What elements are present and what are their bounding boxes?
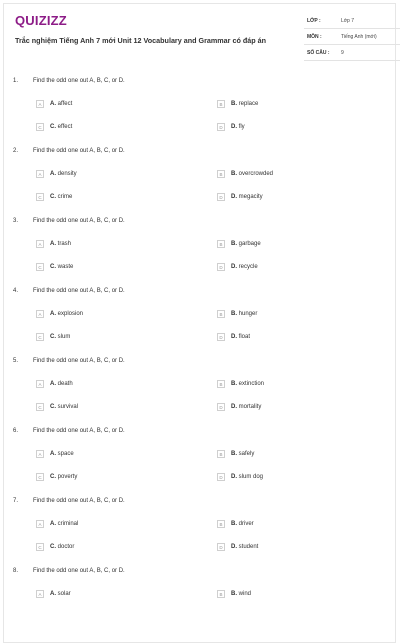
option-prefix: B.: [231, 241, 237, 247]
option-prefix: B.: [231, 451, 237, 457]
option-prefix: B.: [231, 171, 237, 177]
option-text: [50, 404, 78, 410]
question-text: Find the odd one out A, B, C, or D.: [33, 498, 125, 504]
option-value: float: [238, 334, 251, 340]
option-prefix: A.: [50, 521, 56, 527]
option-value: mortality: [238, 404, 262, 410]
option-prefix: C.: [50, 194, 56, 200]
option-letter-box: B: [217, 380, 225, 388]
option-text: [231, 101, 258, 107]
option-prefix: D.: [231, 334, 237, 340]
question-item: [0, 218, 400, 288]
question-number: 1.: [13, 78, 19, 84]
question-item: [0, 358, 400, 428]
option-value: student: [238, 544, 259, 550]
question-item: [0, 78, 400, 148]
question-text: Find the odd one out A, B, C, or D.: [33, 78, 125, 84]
option-letter-box: C: [36, 193, 44, 201]
option-value: slum dog: [238, 474, 264, 480]
option-letter-box: A: [36, 100, 44, 108]
option-text: [50, 124, 72, 130]
option-prefix: D.: [231, 404, 237, 410]
option-value: replace: [238, 101, 259, 107]
option-value: criminal: [57, 521, 79, 527]
option-letter-box: A: [36, 170, 44, 178]
option-letter-box: D: [217, 193, 225, 201]
meta-value: 9: [341, 50, 344, 56]
option-text: [50, 101, 72, 107]
meta-row-count: [304, 45, 400, 61]
option-text: [231, 474, 263, 480]
option-letter-box: C: [36, 123, 44, 131]
option-prefix: B.: [231, 591, 237, 597]
meta-value: Lớp 7: [341, 18, 355, 24]
question-number: 6.: [13, 428, 19, 434]
option-prefix: C.: [50, 124, 56, 130]
page-title: Trắc nghiệm Tiếng Anh 7 mới Unit 12 Vocabulary and Grammar có đáp án: [15, 36, 267, 45]
option-value: density: [57, 171, 77, 177]
option-letter-box: C: [36, 263, 44, 271]
question-text: Find the odd one out A, B, C, or D.: [33, 288, 125, 294]
option-text: [231, 241, 261, 247]
option-letter-box: B: [217, 100, 225, 108]
meta-label: LỚP :: [307, 18, 321, 24]
option-letter-box: B: [217, 450, 225, 458]
option-value: solar: [57, 591, 71, 597]
question-list: [0, 78, 400, 638]
option-value: recycle: [238, 264, 258, 270]
question-number: 8.: [13, 568, 19, 574]
option-value: wind: [238, 591, 252, 597]
question-number: 7.: [13, 498, 19, 504]
option-letter-box: B: [217, 170, 225, 178]
option-letter-box: B: [217, 590, 225, 598]
option-text: [50, 381, 73, 387]
option-text: [50, 451, 74, 457]
question-text: Find the odd one out A, B, C, or D.: [33, 428, 125, 434]
option-text: [231, 404, 261, 410]
worksheet-header: [15, 13, 385, 61]
option-text: [231, 521, 254, 527]
option-value: trash: [57, 241, 72, 247]
option-prefix: C.: [50, 474, 56, 480]
option-letter-box: C: [36, 543, 44, 551]
question-item: [0, 428, 400, 498]
meta-value: Tiếng Anh (mới): [341, 34, 377, 40]
option-prefix: C.: [50, 404, 56, 410]
option-text: [50, 474, 77, 480]
option-prefix: A.: [50, 241, 56, 247]
option-text: [50, 544, 74, 550]
option-value: garbage: [238, 241, 261, 247]
option-letter-box: B: [217, 520, 225, 528]
option-letter-box: A: [36, 380, 44, 388]
question-number: 4.: [13, 288, 19, 294]
option-value: driver: [238, 521, 254, 527]
option-value: megacity: [238, 194, 263, 200]
option-text: [231, 124, 245, 130]
option-prefix: A.: [50, 171, 56, 177]
question-text: Find the odd one out A, B, C, or D.: [33, 358, 125, 364]
quizizz-logo: QUIZIZZ: [15, 13, 67, 28]
option-prefix: D.: [231, 194, 237, 200]
option-text: [50, 171, 77, 177]
option-value: extinction: [238, 381, 265, 387]
question-number: 3.: [13, 218, 19, 224]
option-text: [231, 171, 273, 177]
option-value: space: [57, 451, 74, 457]
option-letter-box: D: [217, 403, 225, 411]
meta-row-class: [304, 13, 400, 29]
option-value: effect: [57, 124, 73, 130]
option-value: safely: [238, 451, 255, 457]
option-value: fly: [238, 124, 245, 130]
option-text: [231, 544, 258, 550]
option-value: slum: [57, 334, 71, 340]
question-number: 5.: [13, 358, 19, 364]
option-prefix: D.: [231, 264, 237, 270]
meta-table: [304, 13, 400, 61]
option-letter-box: D: [217, 473, 225, 481]
option-letter-box: D: [217, 123, 225, 131]
option-letter-box: A: [36, 450, 44, 458]
option-prefix: C.: [50, 544, 56, 550]
option-value: death: [57, 381, 73, 387]
meta-row-subject: [304, 29, 400, 45]
option-letter-box: C: [36, 403, 44, 411]
option-prefix: D.: [231, 124, 237, 130]
meta-label: MÔN :: [307, 34, 322, 40]
option-text: [231, 334, 250, 340]
option-prefix: B.: [231, 381, 237, 387]
question-text: Find the odd one out A, B, C, or D.: [33, 218, 125, 224]
option-text: [231, 381, 264, 387]
option-prefix: D.: [231, 474, 237, 480]
option-text: [231, 194, 263, 200]
question-item: [0, 288, 400, 358]
option-letter-box: A: [36, 590, 44, 598]
option-letter-box: C: [36, 333, 44, 341]
option-value: overcrowded: [238, 171, 274, 177]
question-text: Find the odd one out A, B, C, or D.: [33, 568, 125, 574]
option-value: explosion: [57, 311, 84, 317]
option-prefix: B.: [231, 311, 237, 317]
question-text: Find the odd one out A, B, C, or D.: [33, 148, 125, 154]
option-letter-box: B: [217, 310, 225, 318]
option-letter-box: A: [36, 310, 44, 318]
option-letter-box: D: [217, 263, 225, 271]
option-text: [231, 591, 251, 597]
question-item: [0, 148, 400, 218]
option-value: affect: [57, 101, 73, 107]
option-value: poverty: [57, 474, 78, 480]
option-letter-box: D: [217, 333, 225, 341]
option-letter-box: D: [217, 543, 225, 551]
meta-label: SỐ CÂU :: [307, 50, 330, 56]
option-prefix: A.: [50, 451, 56, 457]
option-text: [50, 194, 72, 200]
option-value: waste: [57, 264, 74, 270]
option-text: [50, 264, 73, 270]
option-letter-box: B: [217, 240, 225, 248]
option-letter-box: A: [36, 520, 44, 528]
option-letter-box: C: [36, 473, 44, 481]
option-text: [50, 591, 71, 597]
option-value: crime: [57, 194, 73, 200]
option-text: [50, 311, 83, 317]
option-letter-box: A: [36, 240, 44, 248]
option-text: [231, 264, 258, 270]
option-prefix: C.: [50, 334, 56, 340]
option-prefix: A.: [50, 311, 56, 317]
question-item: [0, 498, 400, 568]
option-text: [231, 451, 254, 457]
option-prefix: A.: [50, 591, 56, 597]
option-prefix: B.: [231, 101, 237, 107]
option-value: hunger: [238, 311, 258, 317]
option-value: survival: [57, 404, 79, 410]
option-prefix: D.: [231, 544, 237, 550]
option-text: [50, 334, 70, 340]
option-text: [231, 311, 257, 317]
question-item: [0, 568, 400, 638]
option-prefix: C.: [50, 264, 56, 270]
option-text: [50, 521, 78, 527]
question-number: 2.: [13, 148, 19, 154]
option-prefix: B.: [231, 521, 237, 527]
option-value: doctor: [57, 544, 75, 550]
option-text: [50, 241, 71, 247]
option-prefix: A.: [50, 381, 56, 387]
option-prefix: A.: [50, 101, 56, 107]
